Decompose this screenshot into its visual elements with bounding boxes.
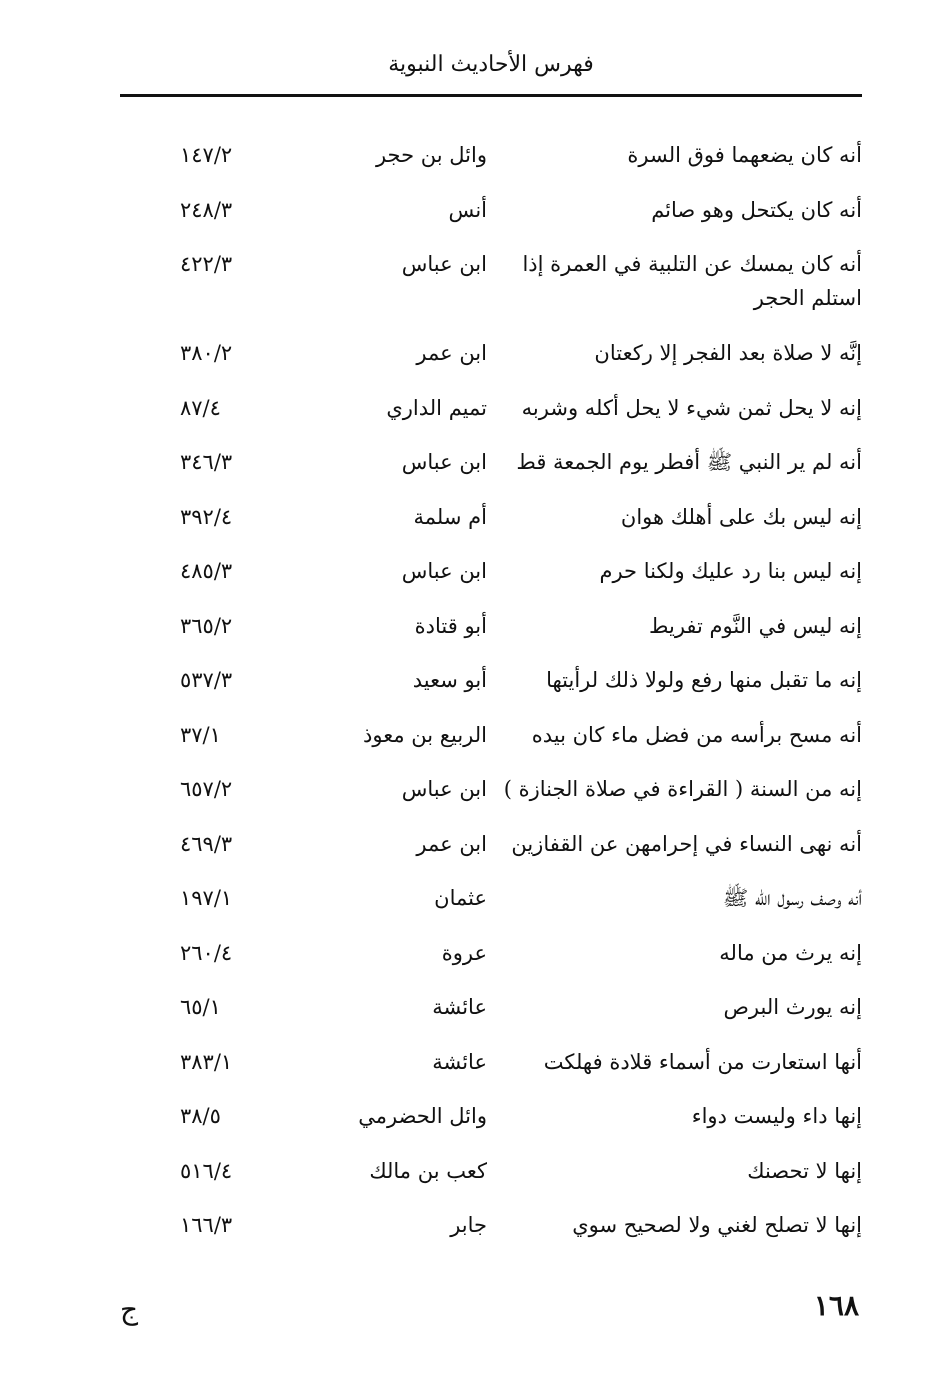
- narrator: ابن عباس: [401, 450, 487, 474]
- index-row: [120, 437, 862, 492]
- index-row: [120, 130, 862, 185]
- narrator: ابن عباس: [401, 777, 487, 801]
- header-divider: [120, 94, 862, 97]
- narrator: كعب بن مالك: [369, 1158, 487, 1183]
- volume-page-ref: ٢٦٠/٤: [180, 940, 233, 965]
- volume-page-ref: ٣٨٠/٢: [180, 341, 233, 365]
- hadith-text: أنه كان يمسك عن التلبية في العمرة إذا استلم الحجر: [522, 252, 862, 310]
- hadith-text: إنها لا تحصنك: [747, 1158, 862, 1183]
- narrator: ابن عباس: [401, 252, 487, 276]
- index-row: [120, 1146, 862, 1201]
- narrator: وائل الحضرمي: [358, 1104, 487, 1128]
- index-row: [120, 185, 862, 240]
- narrator: عائشة: [432, 1049, 487, 1074]
- index-row: [120, 383, 862, 438]
- hadith-text: إنها داء وليست دواء: [691, 1104, 862, 1128]
- volume-page-ref: ٦٥٧/٢: [180, 777, 233, 801]
- index-row: [120, 764, 862, 819]
- narrator: وائل بن حجر: [375, 143, 487, 167]
- volume-page-ref: ٨٧/٤: [180, 395, 221, 420]
- hadith-text: إنه ليس بك على أهلك هوان: [620, 504, 862, 529]
- hadith-text: إنه لا يحل ثمن شيء لا يحل أكله وشربه: [521, 395, 862, 420]
- hadith-text: أنها استعارت من أسماء قلادة فهلكت: [543, 1049, 862, 1074]
- index-row: [120, 1091, 862, 1146]
- narrator: عائشة: [432, 995, 487, 1019]
- volume-page-ref: ٣٨/٥: [180, 1104, 221, 1128]
- signature-mark: ج: [120, 1293, 139, 1326]
- volume-page-ref: ٣٧/١: [180, 722, 221, 747]
- narrator: ابن عمر: [416, 831, 487, 856]
- page-title: فهرس الأحاديث النبوية: [388, 52, 594, 77]
- hadith-text: أنه كان يضعهما فوق السرة: [627, 143, 862, 167]
- narrator: تميم الداري: [386, 395, 487, 420]
- volume-page-ref: ٣٦٥/٢: [180, 613, 233, 638]
- volume-page-ref: ٣٩٢/٤: [180, 504, 233, 529]
- narrator: أم سلمة: [413, 504, 487, 529]
- index-row: [120, 1037, 862, 1092]
- index-row: [120, 982, 862, 1037]
- volume-page-ref: ١٤٧/٢: [180, 143, 233, 167]
- narrator: جابر: [450, 1213, 487, 1237]
- hadith-text: أنه كان يكتحل وهو صائم: [651, 197, 862, 222]
- volume-page-ref: ٤٦٩/٣: [180, 831, 233, 856]
- hadith-index-table: [120, 130, 862, 1255]
- narrator: ابن عمر: [416, 341, 487, 365]
- narrator: أبو قتادة: [414, 613, 487, 638]
- hadith-text: أنه وصف رسول الله ﷺ: [722, 886, 862, 910]
- volume-page-ref: ١٦٦/٣: [180, 1213, 233, 1237]
- index-row: [120, 239, 862, 328]
- index-row: [120, 328, 862, 383]
- hadith-text: إنه من السنة ( القراءة في صلاة الجنازة ): [503, 777, 862, 801]
- volume-page-ref: ٦٥/١: [180, 995, 221, 1019]
- hadith-text: إنَّه لا صلاة بعد الفجر إلا ركعتان: [594, 341, 862, 365]
- index-row: [120, 492, 862, 547]
- page-number: ١٦٨: [813, 1289, 859, 1322]
- index-row: [120, 819, 862, 874]
- hadith-text: إنه ليس في النَّوم تفريط: [649, 613, 862, 638]
- index-row: [120, 710, 862, 765]
- hadith-text: إنها لا تصلح لغني ولا لصحيح سوي: [572, 1213, 862, 1237]
- volume-page-ref: ٣٨٣/١: [180, 1049, 233, 1074]
- hadith-text: إنه ما تقبل منها رفع ولولا ذلك لرأيتها: [546, 668, 862, 692]
- index-row: [120, 1200, 862, 1255]
- index-row: [120, 655, 862, 710]
- narrator: أنس: [448, 197, 487, 222]
- hadith-text: أنه نهى النساء في إحرامهن عن القفازين: [511, 831, 862, 856]
- volume-page-ref: ٢٤٨/٣: [180, 197, 233, 222]
- narrator: الربيع بن معوذ: [363, 722, 487, 747]
- narrator: عروة: [441, 940, 487, 965]
- index-row: [120, 873, 862, 928]
- narrator: عثمان: [434, 886, 487, 910]
- volume-page-ref: ٥٣٧/٣: [180, 668, 233, 692]
- hadith-text: إنه ليس بنا رد عليك ولكنا حرم: [599, 559, 862, 583]
- volume-page-ref: ٤٢٢/٣: [180, 252, 233, 276]
- volume-page-ref: ٤٨٥/٣: [180, 559, 233, 583]
- index-row: [120, 928, 862, 983]
- narrator: ابن عباس: [401, 559, 487, 583]
- index-row: [120, 546, 862, 601]
- volume-page-ref: ٣٤٦/٣: [180, 450, 233, 474]
- hadith-text: أنه مسح برأسه من فضل ماء كان بيده: [531, 722, 862, 747]
- hadith-text: أنه لم ير النبي ﷺ أفطر يوم الجمعة قط: [516, 450, 862, 474]
- volume-page-ref: ٥١٦/٤: [180, 1158, 233, 1183]
- index-row: [120, 601, 862, 656]
- hadith-text: إنه يرث من ماله: [719, 940, 862, 965]
- volume-page-ref: ١٩٧/١: [180, 886, 233, 910]
- narrator: أبو سعيد: [412, 668, 487, 692]
- hadith-text: إنه يورث البرص: [723, 995, 862, 1019]
